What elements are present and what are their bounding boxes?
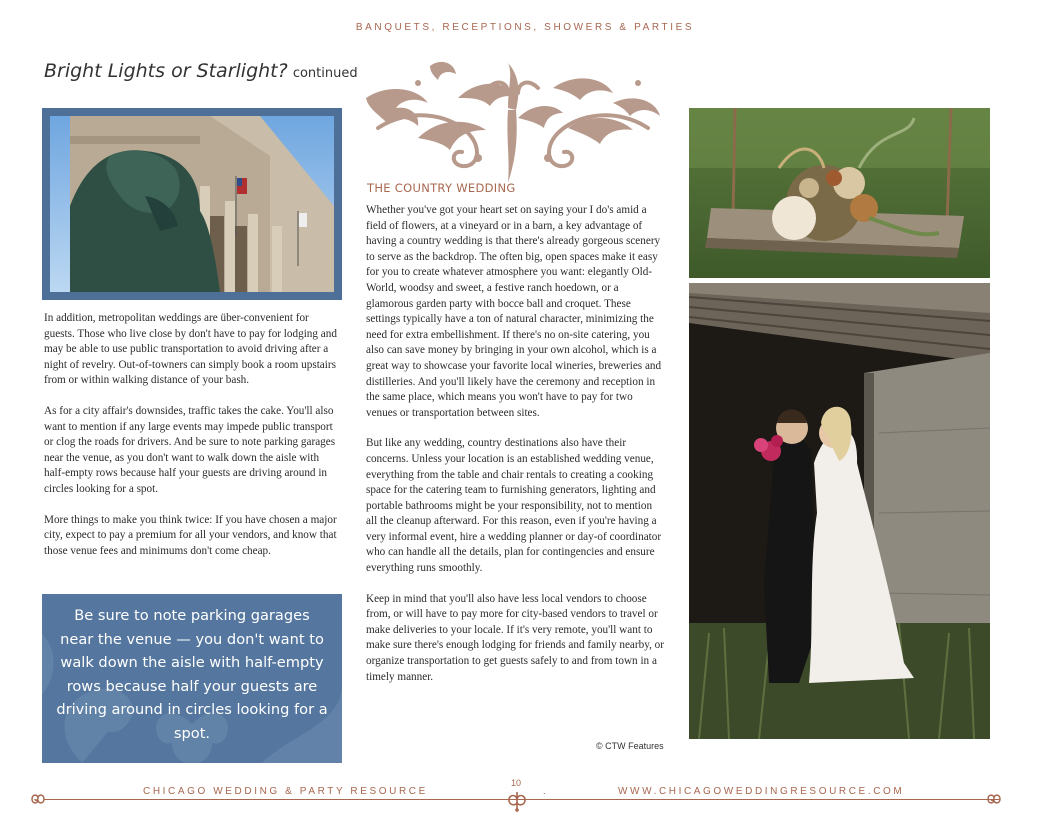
city-lion-photo-frame bbox=[42, 108, 342, 300]
column-2-paragraph: But like any wedding, country destinations also have their concerns. Unless your location is an established wedding venue, everything from the table and chair rentals to creating a cooking space for the catering team to furnishing generators, lighting and portable bathrooms might be your responsibility, not to mention all the cleanup afterward. For this reason, even if you're having a very informal event, hire a wedding planner or day-of coordinator who can handle all the details, plan for contingencies and ensure everything runs smoothly. bbox=[366, 437, 662, 575]
flourish-ornament-icon bbox=[358, 58, 668, 186]
column-2 bbox=[366, 203, 666, 700]
photo-credit: © CTW Features bbox=[596, 741, 664, 751]
footer-left-ornament-icon bbox=[30, 792, 46, 806]
page-number: 10 bbox=[510, 778, 521, 788]
city-lion-photo bbox=[50, 116, 334, 292]
section-header: BANQUETS, RECEPTIONS, SHOWERS & PARTIES bbox=[355, 22, 695, 33]
footer-website: WWW.CHICAGOWEDDINGRESOURCE.COM bbox=[618, 786, 905, 797]
column-2-paragraph: Keep in mind that you'll also have less local vendors to choose from, or will have to pay more for city-based vendors to travel or make deliveries to your locale. If it's very remote, you'll want to make sure there's enough lodging for friends and family nearby, or organize transportation to get guests safely to and from town in a timely manner. bbox=[366, 592, 664, 683]
column-2-paragraph: Whether you've got your heart set on saying your I do's amid a field of flowers, at a vineyard or in a barn, a key advantage of having a country wedding is that there's already gorgeous scenery to serve as the backdrop. The often big, open spaces make it easy for you to create whatever atmosphere you want: elegantly Old-World, woodsy and sweet, a festive ranch hoedown, or a glamorous garden party with bocce ball and croquet. These settings typically have a ton of natural character, minimizing the need for extra embellishment. If there's no on-site catering, you also can save money by bringing in your own alcohol, which is a great way to showcase your favorite local wineries, breweries and distilleries. And you'll likely have the ceremony and reception in the same place, which means you won't have to pay for two venues or transportation between sites. bbox=[366, 204, 662, 419]
footer-right-ornament-icon bbox=[986, 792, 1002, 806]
article-title-main: Bright Lights or Starlight? bbox=[44, 60, 288, 82]
column-1-paragraph: In addition, metropolitan weddings are über-convenient for guests. Those who live close by don't have to pay for lodging and may be able to use public transportation to avoid driving after a night of revelry. Out-of-towners can simply book a room upstairs from or within walking distance of your bash. bbox=[44, 312, 337, 387]
flower-swing-photo bbox=[689, 108, 990, 278]
footer-publication: CHICAGO WEDDING & PARTY RESOURCE bbox=[143, 786, 428, 797]
section-heading: THE COUNTRY WEDDING bbox=[367, 181, 516, 195]
footer-center-ornament-icon bbox=[506, 790, 528, 812]
article-title bbox=[44, 60, 358, 82]
column-1-paragraph: More things to make you think twice: If you have chosen a major city, expect to pay a premium for all your vendors, and know that those venue fees and minimums don't come cheap. bbox=[44, 513, 337, 557]
pull-quote-text: Be sure to note parking garages near the venue — you don't want to walk down the aisle with half-empty rows because half your guests are driving around in circles looking for a spot. bbox=[56, 607, 328, 742]
article-title-continued: continued bbox=[292, 66, 358, 81]
footer-dot: . bbox=[543, 786, 546, 796]
column-1 bbox=[44, 311, 340, 574]
column-1-paragraph: As for a city affair's downsides, traffic takes the cake. You'll also want to mention if any large events may impede public transport or clog the roads for drivers. And be sure to note parking garages near the venue, as you don't want to walk down the aisle with half-empty rows because half your guests are driving around in circles looking for a spot. bbox=[44, 404, 336, 495]
couple-barn-photo bbox=[689, 283, 990, 739]
pull-quote-box bbox=[42, 594, 342, 763]
